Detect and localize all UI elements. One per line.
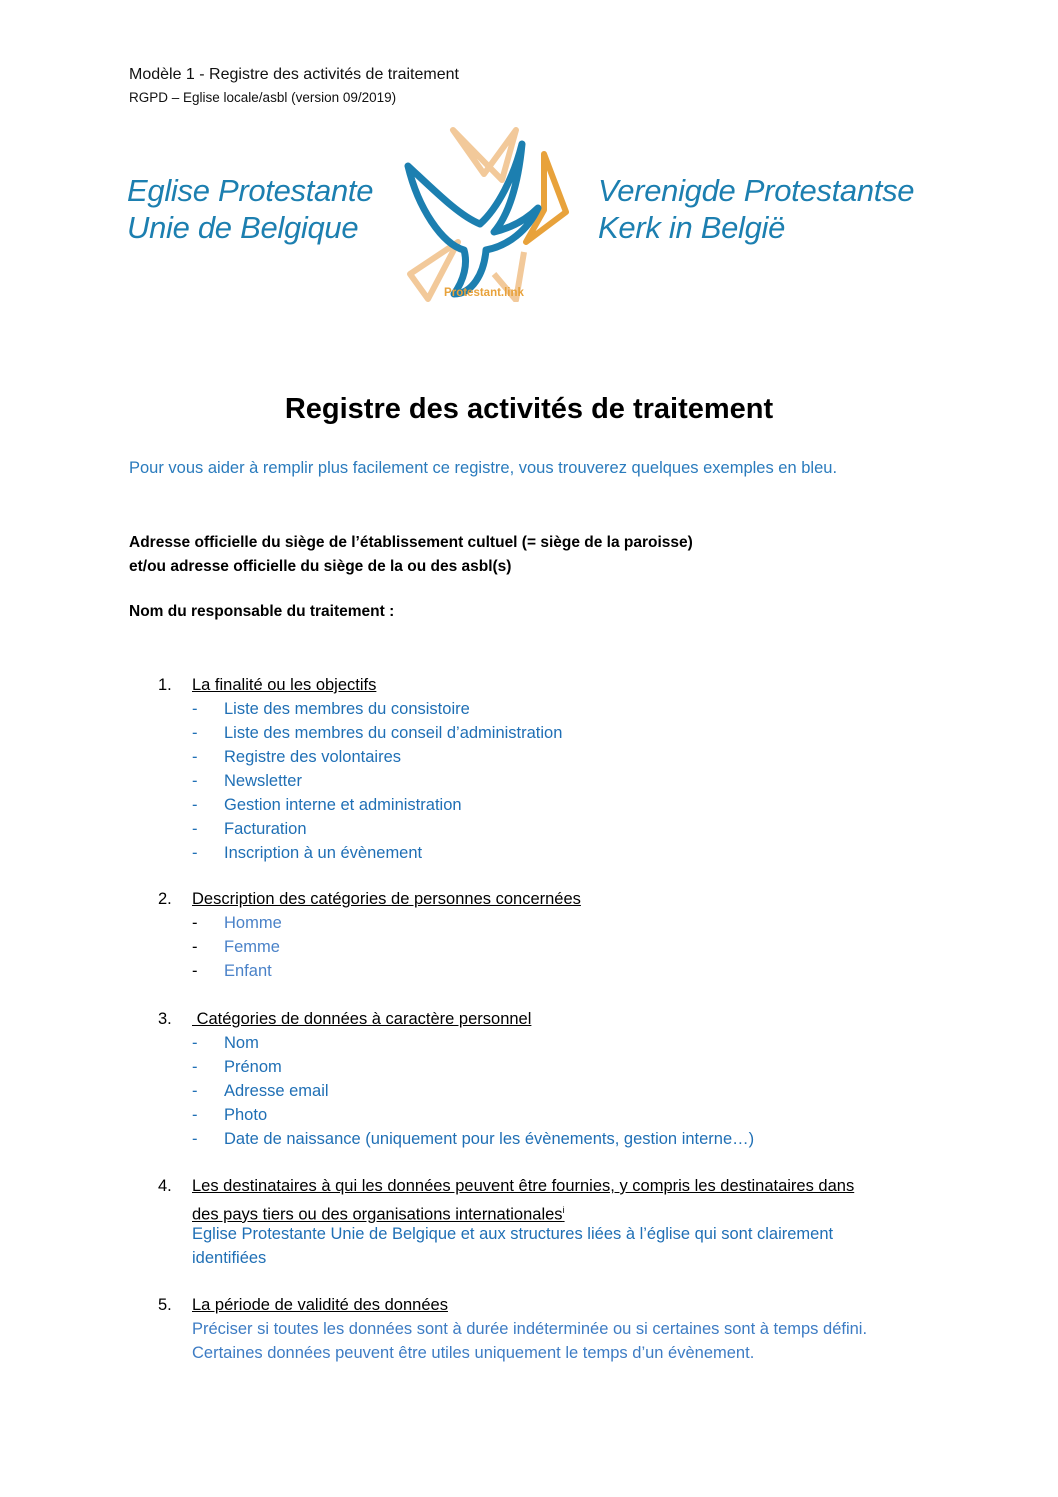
section-title: La période de validité des données: [192, 1296, 448, 1314]
section-title-line1: Les destinataires à qui les données peuvent être fournies, y compris les destinataires dans: [192, 1177, 855, 1195]
section-title: Catégories de données à caractère personnel: [192, 1010, 532, 1028]
logo-link-text: Protestant.link: [444, 287, 524, 299]
logo-text-french-line1: Eglise Protestante: [127, 173, 374, 208]
section-number: 3.: [158, 1010, 172, 1028]
list-item: - Nom: [192, 1034, 259, 1052]
section-title: La finalité ou les objectifs: [192, 676, 377, 694]
list-item: - Date de naissance (uniquement pour les évènements, gestion interne…): [192, 1130, 755, 1148]
list-item: - Liste des membres du conseil d’administration: [192, 724, 563, 742]
section-number: 5.: [158, 1296, 172, 1314]
address-line-1: Adresse officielle du siège de l’établissement cultuel (= siège de la paroisse): [129, 534, 693, 551]
section-body-line2: identifiées: [192, 1249, 267, 1267]
list-item: - Facturation: [192, 820, 307, 838]
section-title-line2: des pays tiers ou des organisations internationales$^i$: [192, 1205, 565, 1224]
section-number: 1.: [158, 676, 172, 694]
list-item: - Femme: [192, 938, 280, 956]
page-title: Registre des activités de traitement: [284, 393, 774, 425]
section-body-line1: Eglise Protestante Unie de Belgique et aux structures liées à l’église qui sont clairement: [192, 1225, 834, 1243]
document-header-title: Modèle 1 - Registre des activités de traitement: [129, 66, 459, 83]
section-number: 2.: [158, 890, 172, 908]
section-body-line2: Certaines données peuvent être utiles uniquement le temps d’un évènement.: [192, 1344, 755, 1362]
logo-text-dutch: [598, 172, 938, 246]
logo-text-dutch-line2: Kerk in België: [598, 210, 786, 245]
list-item: - Photo: [192, 1106, 268, 1124]
document-header-subtitle: RGPD – Eglise locale/asbl (version 09/2019): [129, 90, 397, 105]
list-item: - Enfant: [192, 962, 272, 980]
section-title: Description des catégories de personnes concernées: [192, 890, 581, 908]
list-item: - Prénom: [192, 1058, 282, 1076]
logo-text-french-line2: Unie de Belgique: [127, 210, 359, 245]
address-line-2: et/ou adresse officielle du siège de la ou des asbl(s): [129, 558, 512, 575]
list-item: - Gestion interne et administration: [192, 796, 462, 814]
dove-star-logo-icon: [398, 124, 570, 302]
list-item: - Adresse email: [192, 1082, 329, 1100]
list-item: - Newsletter: [192, 772, 302, 790]
list-item: - Homme: [192, 914, 282, 932]
responsible-label: Nom du responsable du traitement :: [129, 603, 395, 620]
list-item: - Liste des membres du consistoire: [192, 700, 470, 718]
section-body-line1: Préciser si toutes les données sont à durée indéterminée ou si certaines sont à temps défini.: [192, 1320, 868, 1338]
footnote-marker: i: [562, 1205, 565, 1215]
section-number: 4.: [158, 1177, 172, 1195]
list-item: - Registre des volontaires: [192, 748, 402, 766]
intro-text: Pour vous aider à remplir plus facilement ce registre, vous trouverez quelques exemples en bleu.: [129, 459, 838, 477]
section-title: [192, 1174, 912, 1227]
address-block: [129, 531, 693, 579]
list-item: - Inscription à un évènement: [192, 844, 423, 862]
logo-text-french: [127, 172, 397, 246]
logo-text-dutch-line1: Verenigde Protestantse: [598, 173, 915, 208]
